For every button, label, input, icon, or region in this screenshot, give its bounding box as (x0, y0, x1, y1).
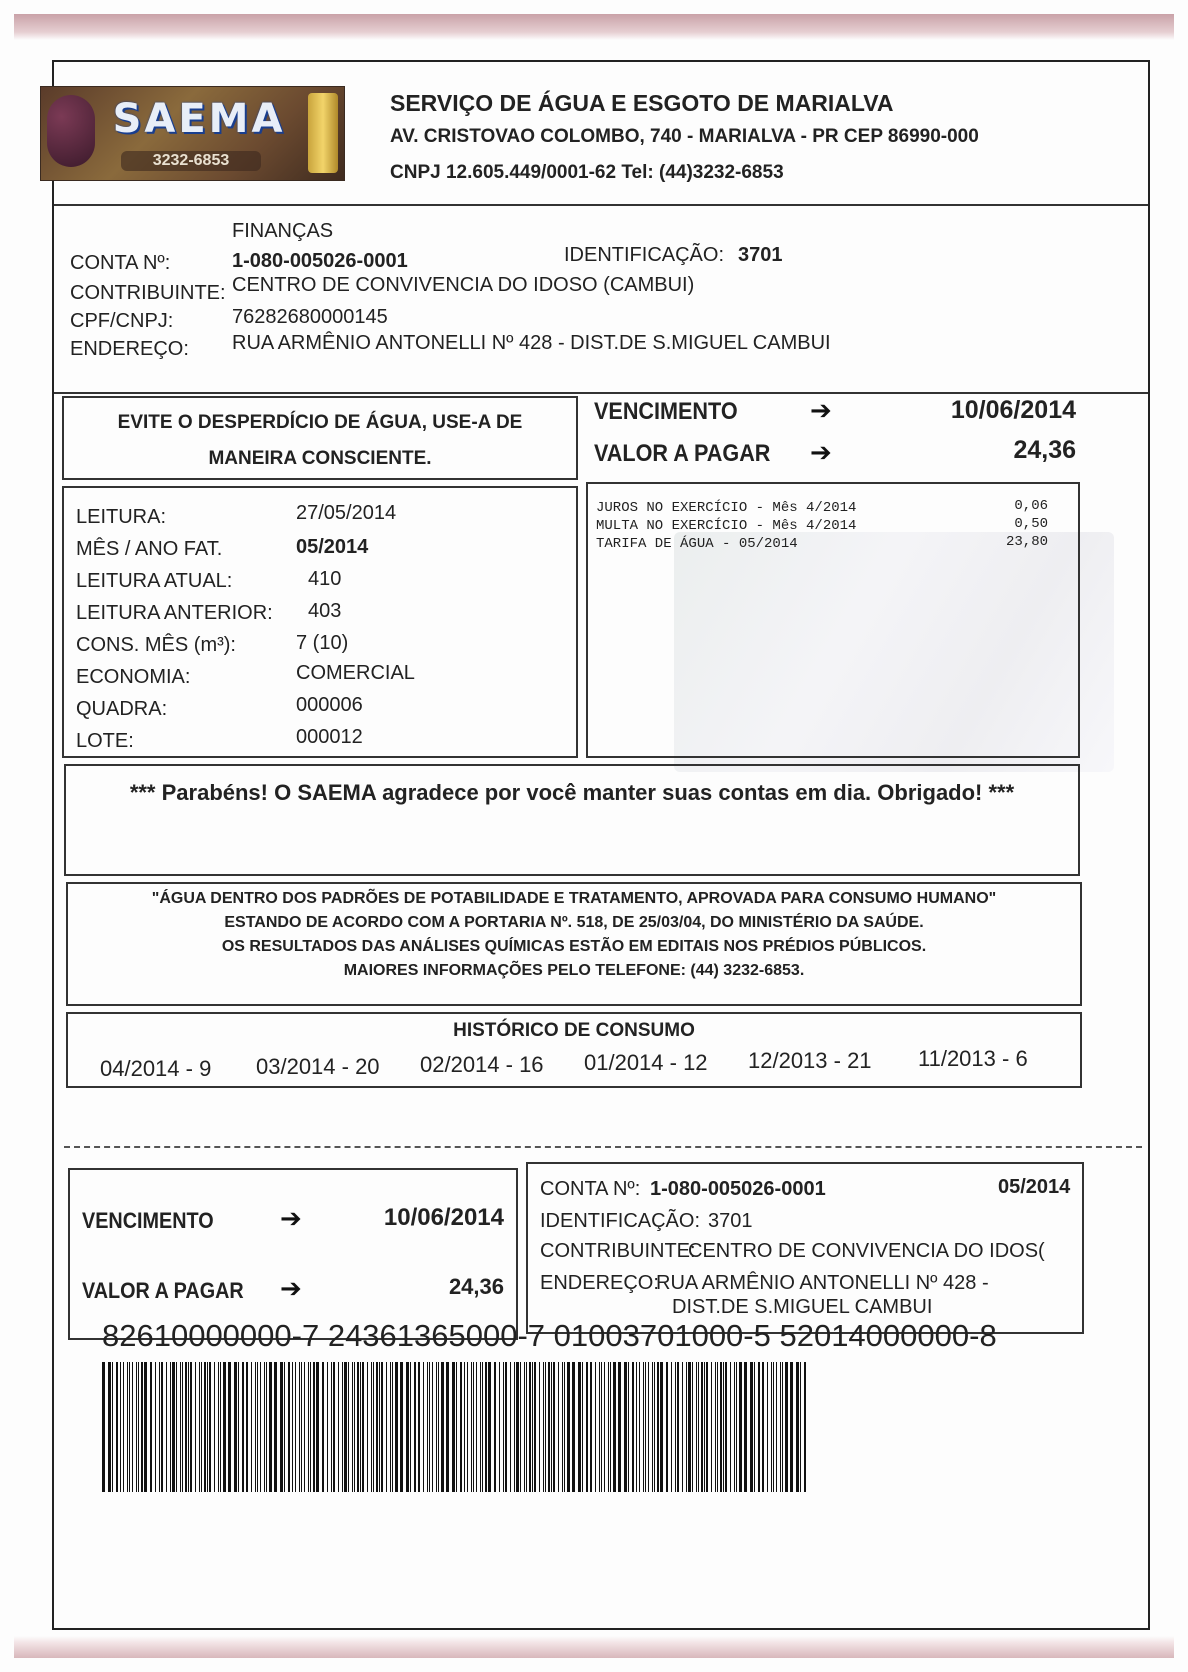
divider (54, 204, 1148, 206)
barcode-bar (201, 1362, 202, 1492)
stub-contrib-value: CENTRO DE CONVIVENCIA DO IDOS( (688, 1240, 1045, 1262)
barcode-bar (595, 1362, 596, 1492)
company-cnpj: CNPJ 12.605.449/0001-62 Tel: (44)3232-6853 (390, 162, 784, 183)
barcode-bar (572, 1362, 575, 1492)
ident-label: IDENTIFICAÇÃO: (564, 244, 725, 266)
stub-conta-label: CONTA Nº: (540, 1178, 641, 1200)
conservation-notice (62, 396, 578, 480)
reading-value: COMERCIAL (296, 662, 415, 684)
reading-value: 05/2014 (296, 536, 369, 558)
barcode-bar (410, 1362, 411, 1492)
barcode-bar (150, 1362, 152, 1492)
barcode-bar (750, 1362, 753, 1492)
barcode-bar (310, 1362, 311, 1492)
barcode-bar (796, 1362, 799, 1492)
barcode-digits: 82610000000-7 24361365000-7 01003701000-5 52014000000-8 (102, 1318, 997, 1353)
barcode-bar (682, 1362, 683, 1492)
quality-line1: "ÁGUA DENTRO DOS PADRÕES DE POTABILIDADE E TRATAMENTO, APROVADA PARA CONSUMO HUMANO" (151, 890, 997, 907)
barcode-bar (539, 1362, 540, 1492)
barcode-bar (467, 1362, 468, 1492)
barcode-bar (711, 1362, 712, 1492)
cut-line (64, 1146, 1142, 1148)
barcode-bar (601, 1362, 602, 1492)
barcode-bar (800, 1362, 801, 1492)
barcode-bar (460, 1362, 462, 1492)
barcode-bar (176, 1362, 177, 1492)
stub-conta-value: 1-080-005026-0001 (650, 1178, 826, 1200)
divider (54, 392, 1148, 394)
barcode-bar (116, 1362, 118, 1492)
barcode-bar (392, 1362, 393, 1492)
barcode-bar (333, 1362, 335, 1492)
barcode-bar (432, 1362, 433, 1492)
stub-amount-value: 24,36 (448, 1274, 504, 1299)
barcode-bar (204, 1362, 206, 1492)
barcode-bar (159, 1362, 160, 1492)
barcode-bar (207, 1362, 208, 1492)
barcode-bar (736, 1362, 737, 1492)
reading-label: CONS. MÊS (m³): (76, 634, 236, 656)
barcode-bar (643, 1362, 644, 1492)
barcode-bar (645, 1362, 646, 1492)
barcode-bar (400, 1362, 403, 1492)
stub-period: 05/2014 (998, 1176, 1071, 1198)
barcode-bar (266, 1362, 267, 1492)
barcode-bar (482, 1362, 483, 1492)
reading-box (62, 486, 578, 758)
history-item: 02/2014 - 16 (420, 1052, 544, 1077)
logo-word: SAEMA (112, 96, 286, 142)
reading-label: ECONOMIA: (76, 666, 191, 688)
barcode-bar (586, 1362, 588, 1492)
barcode-bar (505, 1362, 507, 1492)
barcode-bar (785, 1362, 788, 1492)
charge-value: 0,06 (1014, 498, 1048, 514)
barcode-bar (120, 1362, 121, 1492)
barcode-bar (520, 1362, 521, 1492)
consumption-history-box (66, 1012, 1082, 1088)
barcode-bar (414, 1362, 416, 1492)
barcode-bar (671, 1362, 672, 1492)
barcode-bar (188, 1362, 189, 1492)
barcode-bar (172, 1362, 175, 1492)
barcode-bar (526, 1362, 527, 1492)
barcode-bar (452, 1362, 455, 1492)
contrib-label: CONTRIBUINTE: (70, 282, 226, 304)
barcode-bar (357, 1362, 359, 1492)
history-item: 11/2013 - 6 (918, 1046, 1028, 1071)
barcode-bar (543, 1362, 544, 1492)
barcode-bar (376, 1362, 378, 1492)
barcode-bar (529, 1362, 531, 1492)
barcode-bar (209, 1362, 211, 1492)
barcode-bar (480, 1362, 481, 1492)
barcode-bar (301, 1362, 302, 1492)
barcode-bar (739, 1362, 742, 1492)
barcode-bar (780, 1362, 781, 1492)
barcode-bar (666, 1362, 668, 1492)
barcode-bar (767, 1362, 768, 1492)
barcode-bar (292, 1362, 293, 1492)
stub-ident-label: IDENTIFICAÇÃO: (540, 1210, 701, 1232)
conta-label: CONTA Nº: (70, 252, 171, 274)
charge-desc: TARIFA DE ÁGUA - 05/2014 (596, 536, 798, 552)
conta-value: 1-080-005026-0001 (232, 250, 408, 272)
contrib-value: CENTRO DE CONVIVENCIA DO IDOSO (CAMBUI) (232, 274, 695, 296)
barcode-bar (476, 1362, 477, 1492)
barcode-bar (132, 1362, 133, 1492)
barcode-bar (322, 1362, 324, 1492)
notice-line1: EVITE O DESPERDÍCIO DE ÁGUA, USE-A DE (117, 412, 523, 433)
stub-end-value2: DIST.DE S.MIGUEL CAMBUI (672, 1296, 933, 1318)
stub-end-label: ENDEREÇO: (540, 1272, 659, 1294)
barcode-bar (155, 1362, 156, 1492)
barcode-bar (723, 1362, 724, 1492)
reading-label: LEITURA ATUAL: (76, 570, 233, 592)
barcode-bar (238, 1362, 239, 1492)
barcode-bar (562, 1362, 563, 1492)
barcode-bar (360, 1362, 361, 1492)
barcode-bar (166, 1362, 167, 1492)
barcode-bar (532, 1362, 533, 1492)
history-item: 04/2014 - 9 (100, 1056, 212, 1081)
barcode-bar (199, 1362, 200, 1492)
barcode-bar (608, 1362, 609, 1492)
barcode-bar (485, 1362, 487, 1492)
barcode-bar (352, 1362, 353, 1492)
barcode-bar (112, 1362, 113, 1492)
stub-end-value1: RUA ARMÊNIO ANTONELLI Nº 428 - (656, 1272, 989, 1294)
arrow-right-icon: ➔ (280, 1204, 302, 1234)
scan-edge-top (14, 14, 1174, 40)
barcode-bar (804, 1362, 806, 1492)
arrow-right-icon: ➔ (280, 1274, 302, 1304)
barcode-bar (390, 1362, 391, 1492)
thank-you-message: *** Parabéns! O SAEMA agradece por você manter suas contas em dia. Obrigado! *** (129, 780, 1015, 805)
barcode-bar (406, 1362, 409, 1492)
charge-desc: MULTA NO EXERCÍCIO - Mês 4/2014 (596, 518, 857, 534)
notice-line2: MANEIRA CONSCIENTE. (208, 448, 432, 469)
barcode-bar (652, 1362, 653, 1492)
barcode-bar (582, 1362, 583, 1492)
amount-value: 24,36 (1013, 436, 1076, 464)
barcode-bar (720, 1362, 722, 1492)
barcode-bar (180, 1362, 181, 1492)
quality-line2: ESTANDO DE ACORDO COM A PORTARIA Nº. 518, DE 25/03/04, DO MINISTÉRIO DA SAÚDE. (224, 914, 924, 931)
barcode-bar (342, 1362, 343, 1492)
stub-amount-label: VALOR A PAGAR (82, 1278, 244, 1303)
barcode-bar (701, 1362, 703, 1492)
barcode-bar (220, 1362, 221, 1492)
barcode-bar (438, 1362, 439, 1492)
barcode-bar (514, 1362, 515, 1492)
barcode-bar (344, 1362, 347, 1492)
barcode-bar (524, 1362, 525, 1492)
arrow-right-icon: ➔ (810, 396, 832, 426)
barcode-bar (688, 1362, 691, 1492)
barcode-bar (706, 1362, 708, 1492)
barcode-bar (274, 1362, 277, 1492)
cpf-label: CPF/CNPJ: (70, 310, 174, 332)
barcode-bar (214, 1362, 215, 1492)
barcode-bar (367, 1362, 368, 1492)
barcode-bar (776, 1362, 777, 1492)
barcode-bar (102, 1362, 105, 1492)
barcode-bar (654, 1362, 655, 1492)
charge-value: 23,80 (1005, 534, 1048, 550)
barcode-bar (228, 1362, 231, 1492)
barcode-bar (331, 1362, 332, 1492)
barcode-bar (618, 1362, 621, 1492)
valve-icon (308, 93, 338, 173)
barcode-bar (260, 1362, 261, 1492)
barcode-bar (660, 1362, 663, 1492)
barcode-bar (446, 1362, 449, 1492)
reading-label: QUADRA: (76, 698, 168, 720)
barcode-bar (218, 1362, 219, 1492)
barcode-bar (725, 1362, 727, 1492)
barcode-bar (246, 1362, 248, 1492)
reading-value: 27/05/2014 (296, 502, 397, 524)
stub-due-value: 10/06/2014 (383, 1204, 504, 1231)
barcode-bar (534, 1362, 536, 1492)
barcode-bar (348, 1362, 349, 1492)
barcode-bar (628, 1362, 629, 1492)
barcode-bar (295, 1362, 296, 1492)
barcode-bar (136, 1362, 137, 1492)
barcode-bar (313, 1362, 315, 1492)
barcode-bar (499, 1362, 500, 1492)
stub-account-box (526, 1162, 1084, 1334)
company-address: AV. CRISTOVAO COLOMBO, 740 - MARIALVA - PR CEP 86990-000 (390, 126, 979, 147)
barcode-bar (108, 1362, 111, 1492)
barcode-bar (567, 1362, 570, 1492)
history-item: 12/2013 - 21 (748, 1048, 872, 1073)
barcode-bar (636, 1362, 637, 1492)
barcode-bar (185, 1362, 187, 1492)
barcode-bar (545, 1362, 546, 1492)
scan-edge-bottom (14, 1636, 1174, 1658)
barcode-bar (362, 1362, 364, 1492)
barcode-bar (604, 1362, 605, 1492)
barcode-bar (436, 1362, 437, 1492)
barcode-bar (610, 1362, 611, 1492)
thank-you-box (64, 764, 1080, 876)
barcode-bar (284, 1362, 285, 1492)
barcode-bar (255, 1362, 256, 1492)
barcode-bar (316, 1362, 319, 1492)
reading-label: MÊS / ANO FAT. (76, 538, 223, 560)
barcode-bar (758, 1362, 760, 1492)
water-bill (52, 60, 1150, 1630)
barcode-bar (677, 1362, 679, 1492)
barcode-bar (338, 1362, 339, 1492)
barcode-bar (257, 1362, 258, 1492)
barcode-bar (730, 1362, 731, 1492)
barcode-bar (578, 1362, 581, 1492)
barcode (102, 1362, 812, 1492)
grapes-icon (47, 95, 95, 167)
barcode-bar (269, 1362, 272, 1492)
barcode-bar (551, 1362, 552, 1492)
quality-line4: MAIORES INFORMAÇÕES PELO TELEFONE: (44) 3232-6853. (343, 962, 805, 979)
barcode-bar (304, 1362, 305, 1492)
reading-value: 7 (10) (296, 632, 349, 654)
stub-contrib-label: CONTRIBUINTE: (540, 1240, 696, 1262)
barcode-bar (558, 1362, 559, 1492)
due-label: VENCIMENTO (594, 398, 738, 425)
barcode-bar (696, 1362, 697, 1492)
barcode-bar (195, 1362, 196, 1492)
stub-payment-box (68, 1168, 518, 1340)
department: FINANÇAS (232, 220, 334, 242)
arrow-right-icon: ➔ (810, 438, 832, 468)
barcode-bar (762, 1362, 764, 1492)
barcode-bar (590, 1362, 592, 1492)
barcode-bar (138, 1362, 139, 1492)
reading-value: 000012 (296, 726, 363, 748)
barcode-bar (190, 1362, 192, 1492)
barcode-bar (510, 1362, 511, 1492)
barcode-bar (127, 1362, 128, 1492)
barcode-bar (427, 1362, 428, 1492)
barcode-bar (170, 1362, 171, 1492)
barcode-bar (251, 1362, 252, 1492)
cpf-value: 76282680000145 (232, 306, 388, 328)
barcode-bar (129, 1362, 130, 1492)
barcode-bar (704, 1362, 705, 1492)
company-title: SERVIÇO DE ÁGUA E ESGOTO DE MARIALVA (390, 90, 894, 116)
barcode-bar (386, 1362, 387, 1492)
history-item: 03/2014 - 20 (256, 1054, 380, 1079)
barcode-bar (553, 1362, 555, 1492)
barcode-bar (648, 1362, 649, 1492)
reading-label: LOTE: (76, 730, 134, 752)
water-quality-box (66, 882, 1082, 1006)
barcode-bar (223, 1362, 226, 1492)
quality-line3: OS RESULTADOS DAS ANÁLISES QUÍMICAS ESTÃO EM EDITAIS NOS PRÉDIOS PÚBLICOS. (221, 938, 927, 955)
barcode-bar (790, 1362, 793, 1492)
history-title: HISTÓRICO DE CONSUMO (453, 1020, 695, 1041)
reading-value: 403 (308, 600, 342, 622)
barcode-bar (639, 1362, 640, 1492)
barcode-bar (144, 1362, 147, 1492)
amount-label: VALOR A PAGAR (594, 440, 771, 467)
barcode-bar (548, 1362, 550, 1492)
barcode-bar (494, 1362, 496, 1492)
reading-value: 000006 (296, 694, 363, 716)
barcode-bar (675, 1362, 676, 1492)
barcode-bar (441, 1362, 444, 1492)
barcode-bar (395, 1362, 398, 1492)
history-item: 01/2014 - 12 (584, 1050, 708, 1075)
barcode-bar (299, 1362, 300, 1492)
barcode-bar (308, 1362, 309, 1492)
barcode-bar (782, 1362, 783, 1492)
ident-value: 3701 (738, 244, 783, 266)
barcode-bar (371, 1362, 372, 1492)
barcode-bar (379, 1362, 380, 1492)
barcode-bar (141, 1362, 143, 1492)
logo-phone: 3232-6853 (121, 151, 261, 171)
barcode-bar (242, 1362, 244, 1492)
barcode-bar (354, 1362, 355, 1492)
barcode-bar (503, 1362, 504, 1492)
barcode-bar (264, 1362, 265, 1492)
barcode-bar (686, 1362, 687, 1492)
barcode-bar (488, 1362, 491, 1492)
barcode-bar (624, 1362, 627, 1492)
end-value: RUA ARMÊNIO ANTONELLI Nº 428 - DIST.DE S.MIGUEL CAMBUI (232, 332, 831, 354)
barcode-bar (771, 1362, 772, 1492)
barcode-bar (473, 1362, 474, 1492)
due-value: 10/06/2014 (950, 396, 1076, 424)
barcode-bar (234, 1362, 237, 1492)
barcode-bar (754, 1362, 755, 1492)
barcode-bar (456, 1362, 457, 1492)
barcode-bar (698, 1362, 699, 1492)
reading-value: 410 (308, 568, 342, 590)
end-label: ENDEREÇO: (70, 338, 189, 360)
stub-due-label: VENCIMENTO (82, 1208, 214, 1233)
barcode-bar (288, 1362, 290, 1492)
barcode-bar (182, 1362, 183, 1492)
barcode-bar (471, 1362, 472, 1492)
charge-value: 0,50 (1014, 516, 1048, 532)
barcode-bar (161, 1362, 163, 1492)
barcode-bar (280, 1362, 283, 1492)
saema-logo (40, 86, 345, 181)
barcode-bar (429, 1362, 430, 1492)
barcode-bar (734, 1362, 735, 1492)
barcode-bar (717, 1362, 718, 1492)
barcode-bar (123, 1362, 124, 1492)
barcode-bar (599, 1362, 600, 1492)
reading-label: LEITURA: (76, 506, 167, 528)
reading-label: LEITURA ANTERIOR: (76, 602, 273, 624)
barcode-bar (464, 1362, 465, 1492)
barcode-bar (418, 1362, 420, 1492)
barcode-bar (692, 1362, 693, 1492)
barcode-bar (373, 1362, 374, 1492)
barcode-bar (657, 1362, 659, 1492)
barcode-bar (744, 1362, 747, 1492)
barcode-bar (564, 1362, 565, 1492)
charges-box (586, 482, 1080, 758)
barcode-bar (423, 1362, 424, 1492)
stub-ident-value: 3701 (708, 1210, 753, 1232)
barcode-bar (715, 1362, 716, 1492)
barcode-bar (516, 1362, 519, 1492)
charge-desc: JUROS NO EXERCÍCIO - Mês 4/2014 (596, 500, 857, 516)
barcode-bar (632, 1362, 634, 1492)
barcode-bar (613, 1362, 616, 1492)
barcode-bar (773, 1362, 774, 1492)
barcode-bar (327, 1362, 328, 1492)
barcode-bar (381, 1362, 383, 1492)
